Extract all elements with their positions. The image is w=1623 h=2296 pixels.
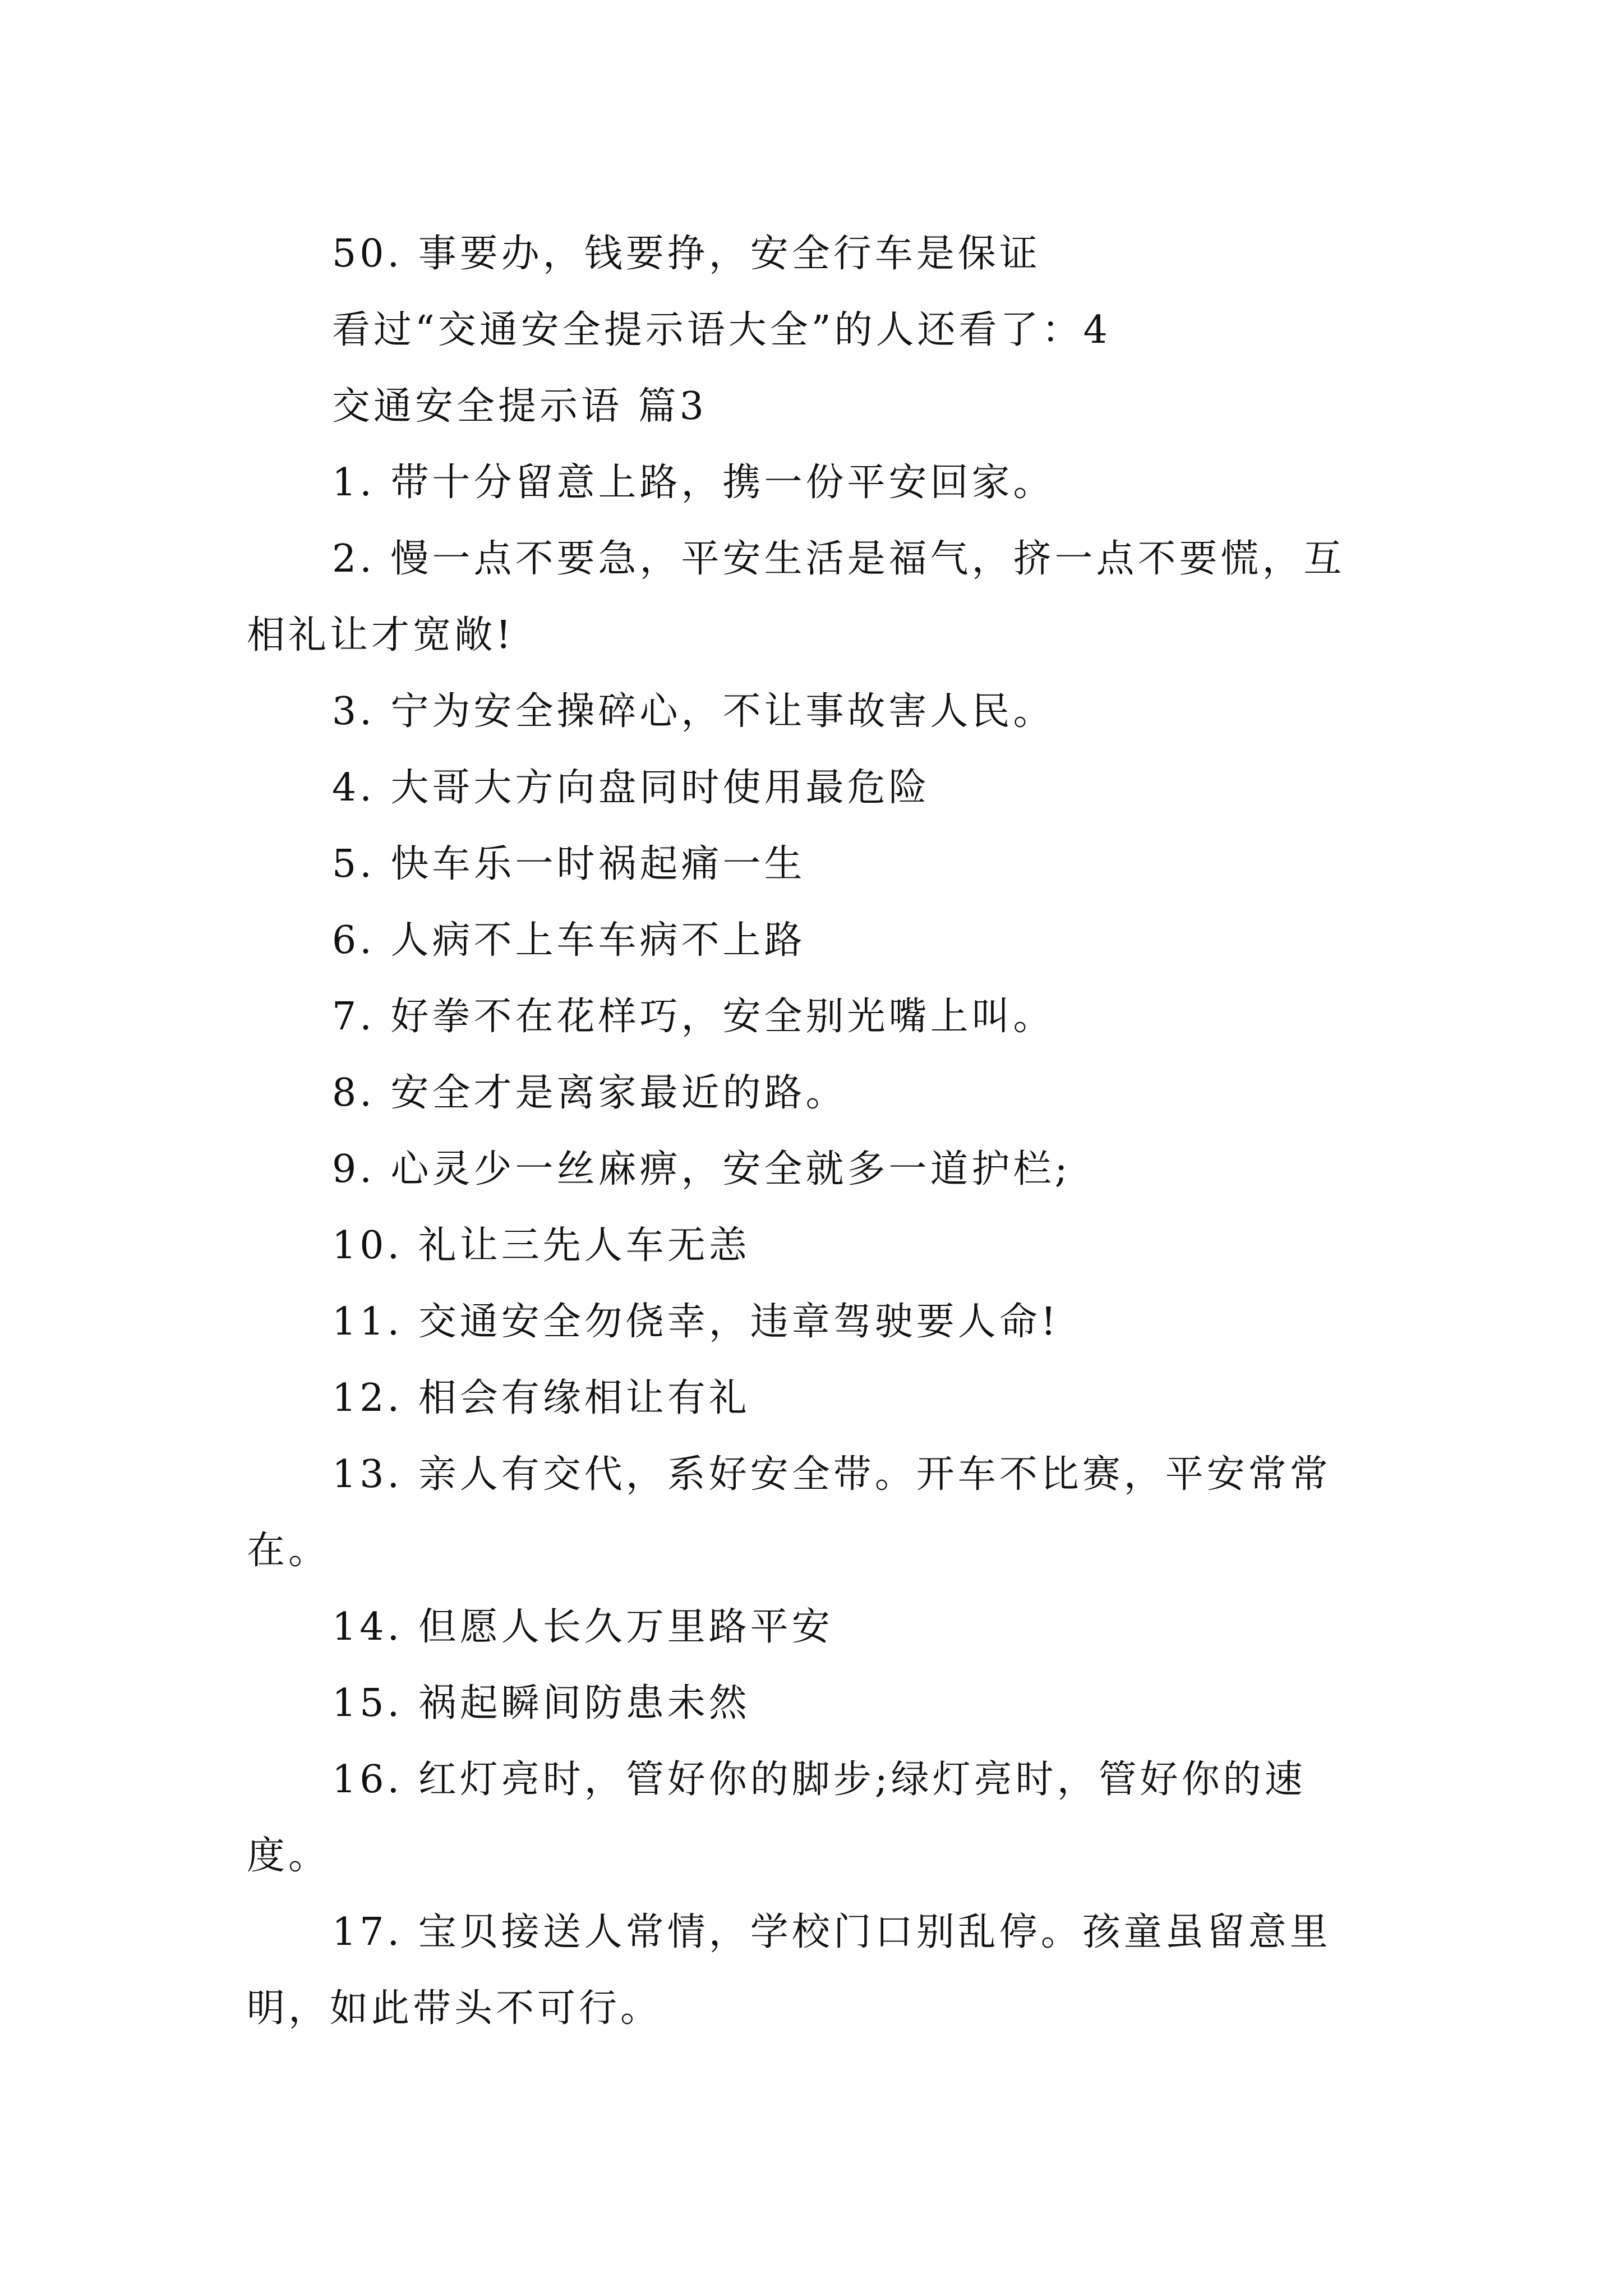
paragraph-item-1: 1. 带十分留意上路，携一份平安回家。 — [332, 461, 1055, 505]
paragraph-item-16: 16. 红灯亮时，管好你的脚步;绿灯亮时，管好你的速度。 — [247, 1757, 1306, 1878]
paragraph-item-2: 2. 慢一点不要急，平安生活是福气，挤一点不要慌，互相礼让才宽敞! — [247, 537, 1345, 657]
related-reading-line: 看过“交通安全提示语大全”的人还看了：4 — [332, 308, 1111, 352]
paragraph-item-7: 7. 好拳不在花样巧，安全别光嘴上叫。 — [332, 995, 1055, 1039]
paragraph-item-9: 9. 心灵少一丝麻痹，安全就多一道护栏; — [332, 1147, 1071, 1191]
paragraph-item-17: 17. 宝贝接送人常情，学校门口别乱停。孩童虽留意里明，如此带头不可行。 — [247, 1910, 1331, 2031]
paragraph-item-15: 15. 祸起瞬间防患未然 — [332, 1681, 750, 1726]
document-body — [247, 216, 1385, 2047]
paragraph-item-50: 50. 事要办，钱要挣，安全行车是保证 — [332, 232, 1041, 276]
paragraph-item-12: 12. 相会有缘相让有礼 — [332, 1376, 750, 1420]
paragraph-item-13: 13. 亲人有交代，系好安全带。开车不比赛，平安常常在。 — [247, 1452, 1331, 1573]
paragraph-item-8: 8. 安全才是离家最近的路。 — [332, 1071, 847, 1115]
paragraph-item-4: 4. 大哥大方向盘同时使用最危险 — [332, 766, 930, 810]
paragraph-item-6: 6. 人病不上车车病不上路 — [332, 918, 806, 963]
paragraph-item-3: 3. 宁为安全操碎心，不让事故害人民。 — [332, 689, 1055, 734]
section-heading: 交通安全提示语 篇3 — [332, 384, 707, 429]
paragraph-item-11: 11. 交通安全勿侥幸，违章驾驶要人命! — [332, 1300, 1060, 1344]
paragraph-item-10: 10. 礼让三先人车无恙 — [332, 1223, 750, 1268]
paragraph-item-5: 5. 快车乐一时祸起痛一生 — [332, 842, 806, 886]
paragraph-item-14: 14. 但愿人长久万里路平安 — [332, 1605, 833, 1649]
